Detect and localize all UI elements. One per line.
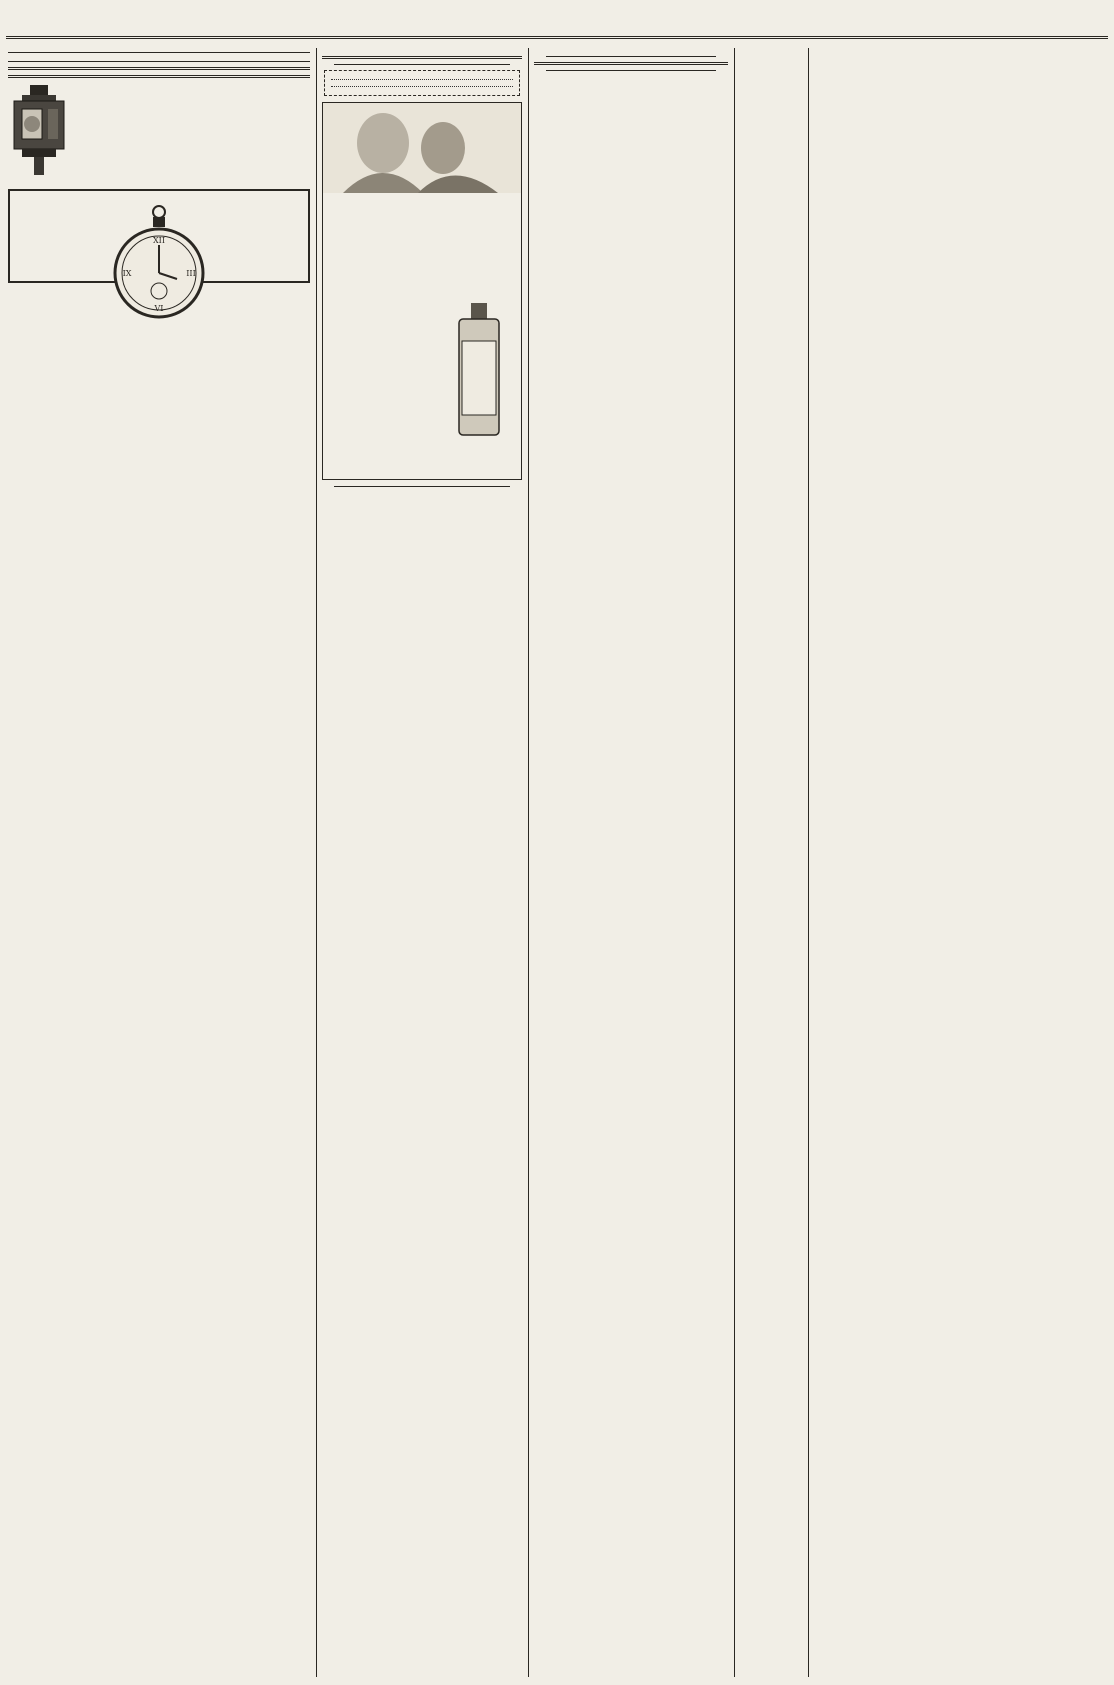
- column-rule: [316, 48, 317, 1677]
- pocket-watch-illustration: [111, 203, 207, 323]
- svg-text:III: III: [186, 269, 196, 278]
- svg-text:VI: VI: [154, 304, 164, 313]
- hean-coupon: [324, 70, 520, 96]
- bonnington-advertisement: [322, 102, 522, 480]
- column-rule: [528, 48, 529, 1677]
- masthead: [0, 6, 1114, 42]
- column-3: [534, 48, 728, 1677]
- column-1: [8, 48, 310, 1677]
- carriage-lamp-illustration: [8, 83, 70, 177]
- coupon-address-field: [331, 86, 513, 87]
- column-rule: [734, 48, 735, 1677]
- boots-wear-best-advertisement: [736, 48, 1108, 410]
- svg-text:XII: XII: [152, 236, 166, 245]
- svg-text:IX: IX: [122, 269, 132, 278]
- masthead-rule: [6, 36, 1108, 39]
- watch-advertisement: [8, 189, 310, 313]
- column-2: [322, 48, 522, 1677]
- coupon-name-field: [331, 79, 513, 80]
- mother-child-illustration: [323, 103, 521, 193]
- medicine-bottle-illustration: [451, 299, 507, 439]
